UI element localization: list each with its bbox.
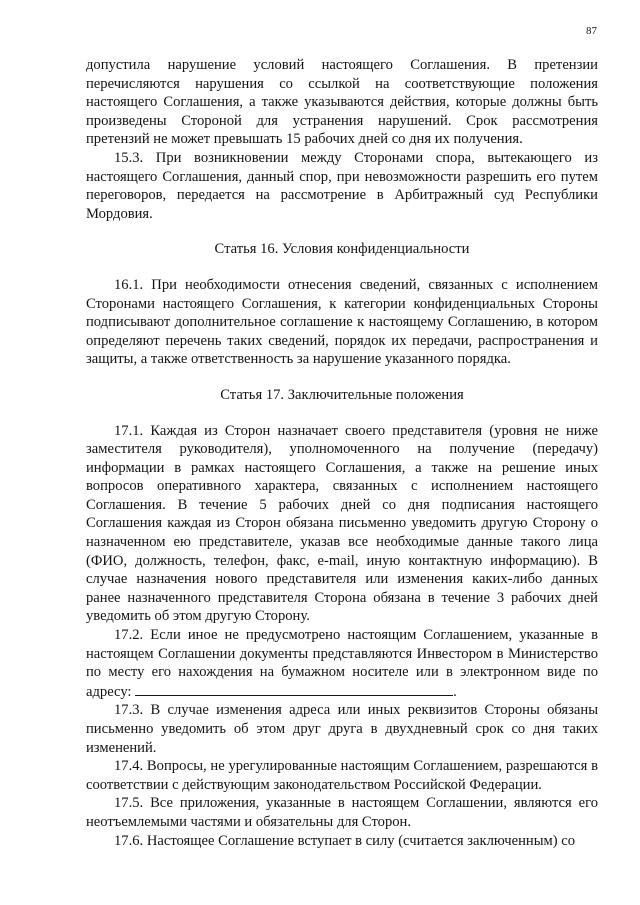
paragraph-17-2-text: 17.2. Если иное не предусмотрено настоящим Соглашением, указанные в настоящем Соглашении документы представляются Инвестором в Министерство по месту его нахождения на бумажном носителе или в электронном виде по адресу: <box>86 627 598 700</box>
article-16-heading: Статья 16. Условия конфиденциальности <box>214 241 470 258</box>
address-blank-line <box>135 682 453 696</box>
paragraph-15-2-continuation: допустила нарушение условий настоящего Соглашения. В претензии перечисляются нарушения со ссылкой на соответствующие положения настоящего Соглашения, а также указываются действия, которые должны быть произведены Стороной для устранения нарушений. Срок рассмотрения претензий не может превышать 15 рабочих дней со дня их получения. <box>86 57 598 148</box>
paragraph-17-2-end: . <box>453 683 457 700</box>
paragraph-17-3: 17.3. В случае изменения адреса или иных реквизитов Стороны обязаны письменно уведомить об этом друг друга в двухдневный срок со дня таких изменений. <box>86 702 598 756</box>
paragraph-15-3: 15.3. При возникновении между Сторонами спора, вытекающего из настоящего Соглашения, данный спор, при невозможности разрешить его путем переговоров, передается на рассмотрение в Арбитражный суд Республики Мордовия. <box>86 149 598 222</box>
page-number: 87 <box>586 25 597 37</box>
paragraph-17-1: 17.1. Каждая из Сторон назначает своего представителя (уровня не ниже заместителя руководителя), уполномоченного на получение (передачу) информации в рамках настоящего Соглашения, а также на решение иных вопросов оперативного характера, связанных с исполнением настоящего Соглашения. В течение 5 рабочих дней со дня подписания настоящего Соглашения каждая из Сторон обязана письменно уведомить другую Сторону о назначенном ею представителе, указав все необходимые данные такого лица (ФИО, должность, телефон, факс, e-mail, иную контактную информацию). В случае назначения нового представителя или изменения каких-либо данных ранее назначенного представителя Сторона обязана в течение 3 рабочих дней уведомить об этом другую Сторону. <box>86 422 598 625</box>
paragraph-17-2 <box>86 626 598 701</box>
paragraph-16-1: 16.1. При необходимости отнесения сведений, связанных с исполнением Сторонами настоящего Соглашения, к категории конфиденциальных Стороны подписывают дополнительное соглашение к настоящему Соглашению, в котором определяют перечень таких сведений, порядок их передачи, распространения и защиты, а также ответственность за нарушение указанного порядка. <box>86 276 598 368</box>
paragraph-17-5: 17.5. Все приложения, указанные в настоящем Соглашении, являются его неотъемлемыми частями и обязательны для Сторон. <box>86 795 598 830</box>
paragraph-17-4: 17.4. Вопросы, не урегулированные настоящим Соглашением, разрешаются в соответствии с действующим законодательством Российской Федерации. <box>86 758 598 793</box>
article-17-heading: Статья 17. Заключительные положения <box>220 386 464 403</box>
paragraph-17-6: 17.6. Настоящее Соглашение вступает в силу (считается заключенным) со <box>114 832 576 849</box>
document-body <box>86 56 598 850</box>
